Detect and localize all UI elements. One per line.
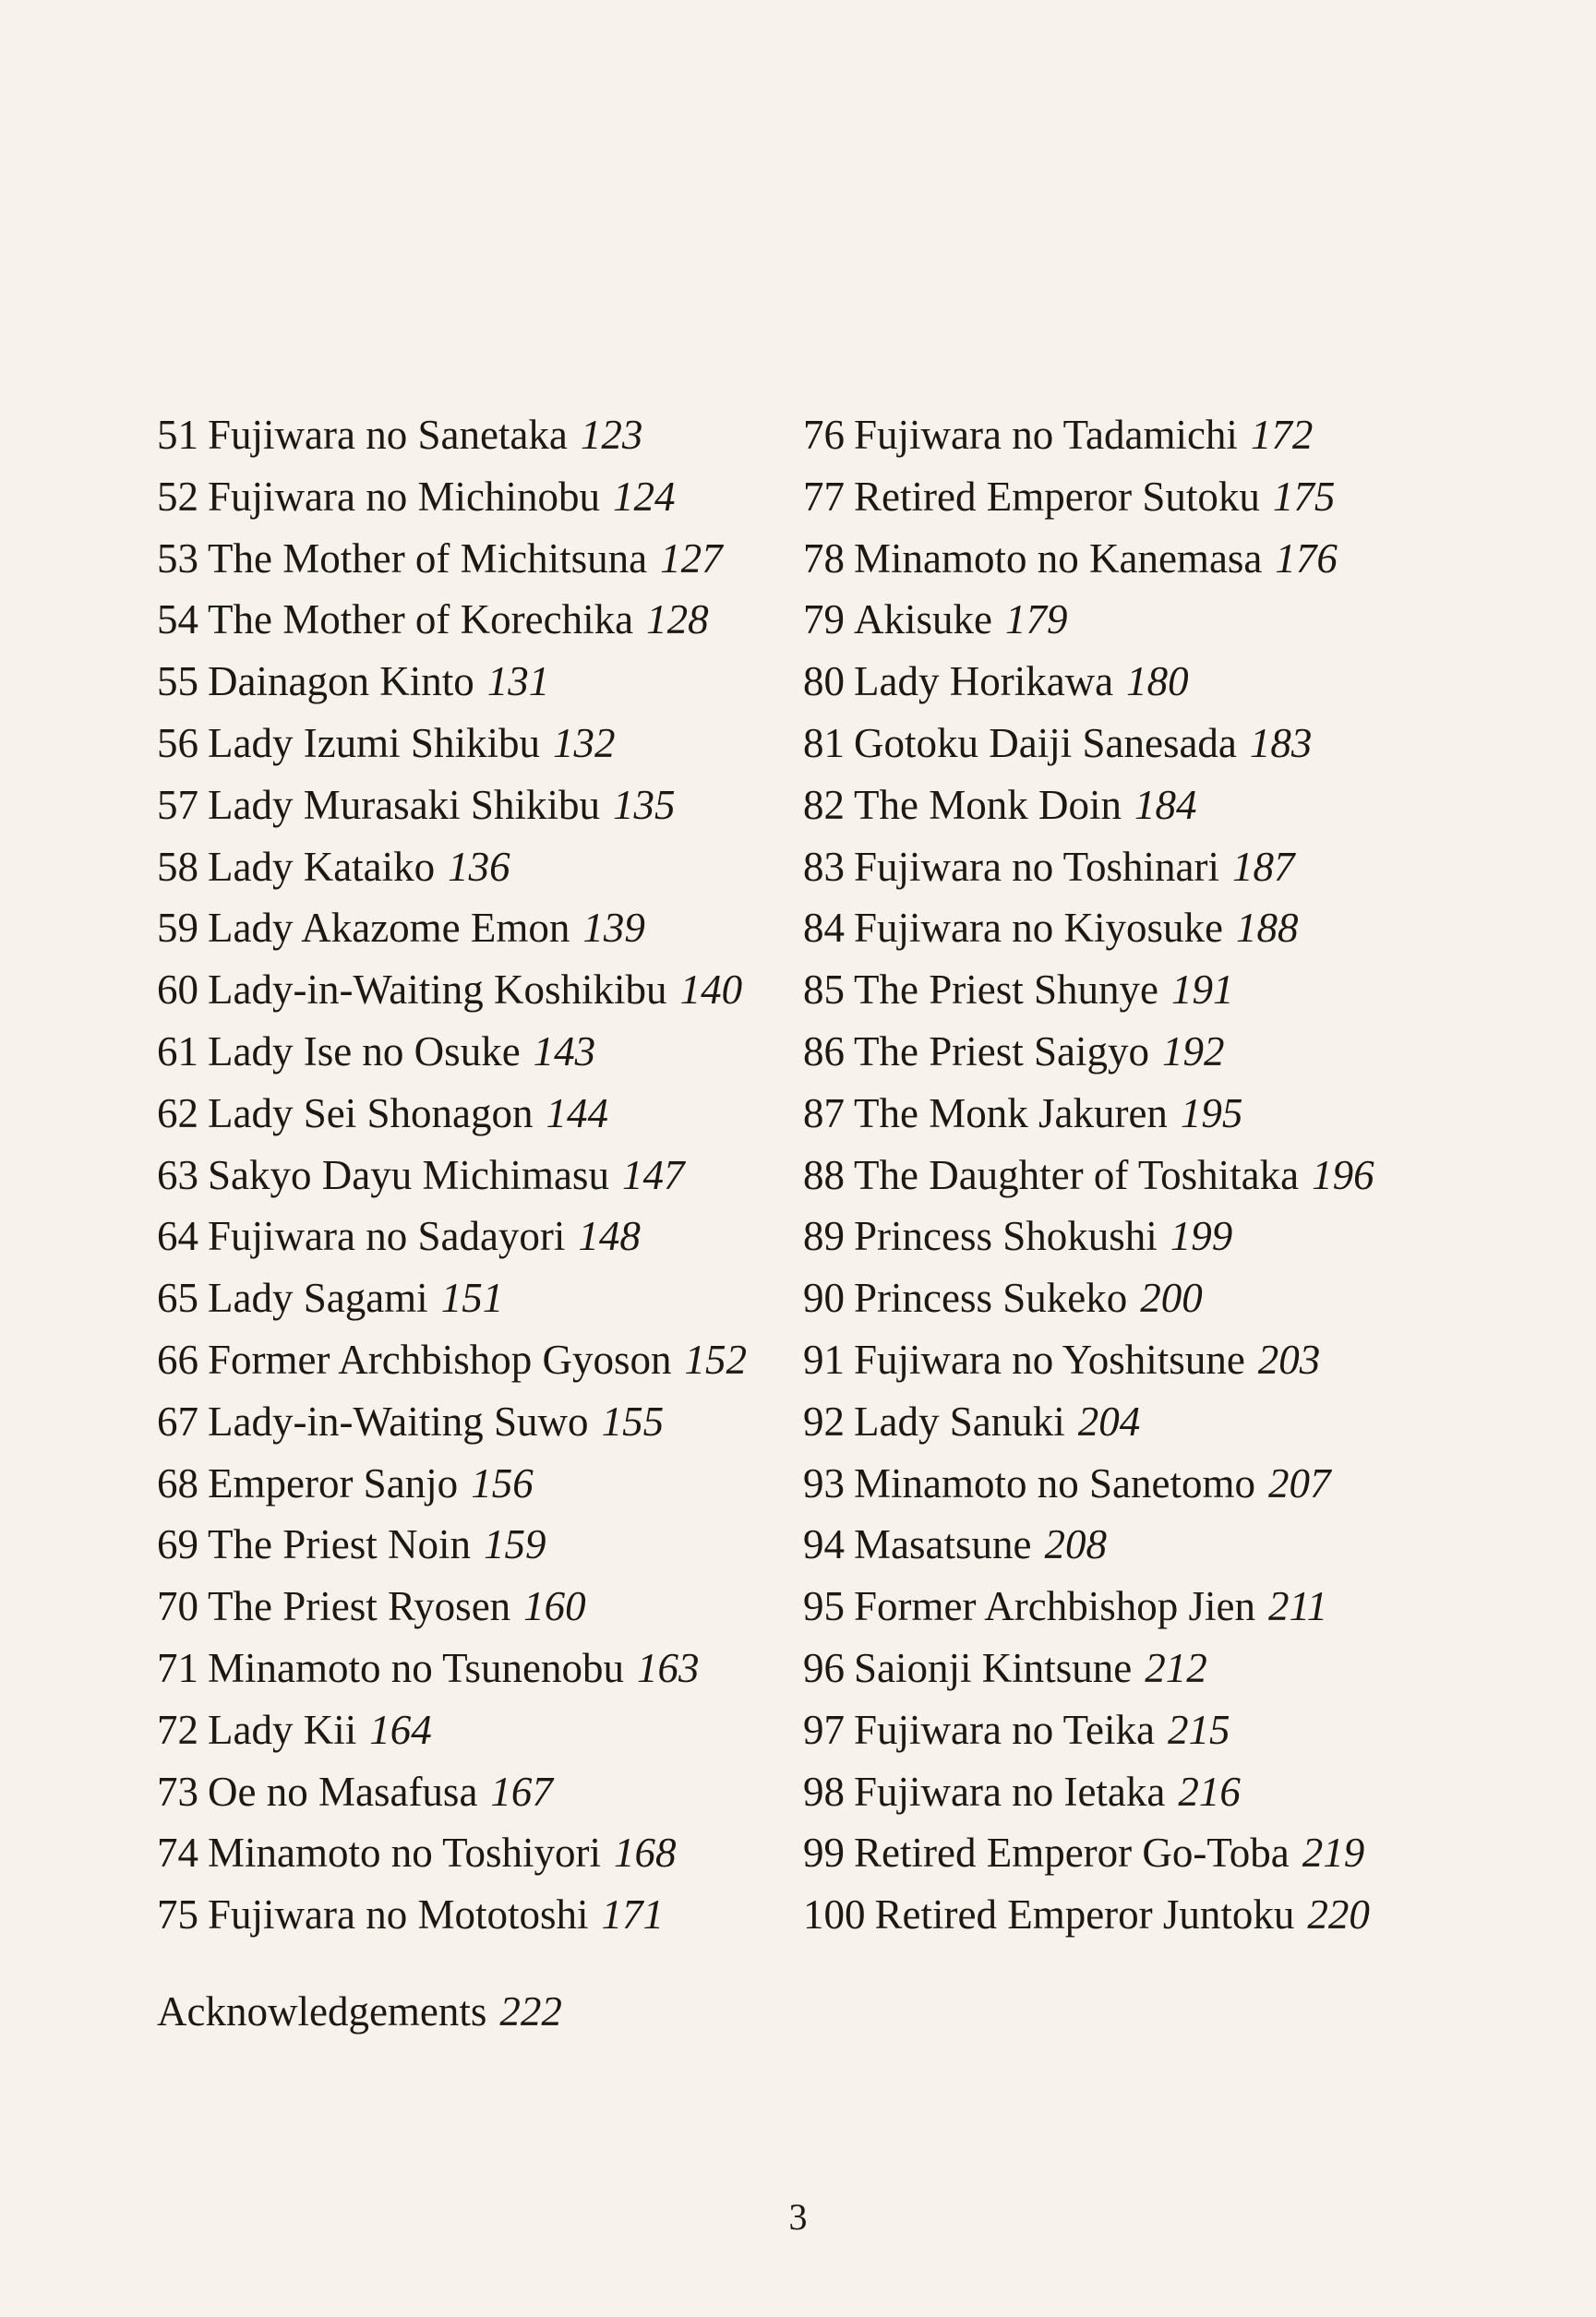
toc-entry-title: The Mother of Korechika	[208, 596, 634, 643]
toc-entry-title: Fujiwara no Yoshitsune	[854, 1336, 1245, 1383]
toc-entry-number: 64	[157, 1213, 198, 1260]
toc-entry-title: Fujiwara no Sanetaka	[208, 412, 568, 458]
toc-entry-title: Oe no Masafusa	[208, 1768, 478, 1815]
toc-entry-number: 67	[157, 1398, 198, 1445]
toc-entry-title: Minamoto no Kanemasa	[854, 534, 1263, 582]
toc-entry-title: Fujiwara no Toshinari	[854, 843, 1219, 890]
page-number: 3	[788, 2196, 808, 2238]
toc-entry-number: 79	[803, 596, 845, 643]
toc-entry	[157, 1329, 747, 1391]
toc-entry-number: 76	[803, 412, 845, 458]
toc-entry	[157, 528, 747, 590]
toc-entry-number: 78	[803, 534, 845, 582]
toc-entry-page: 179	[1005, 596, 1068, 643]
toc-entry-number: 75	[157, 1891, 198, 1939]
toc-entry-number: 59	[157, 905, 198, 952]
toc-entry-page: 184	[1134, 781, 1197, 828]
toc-entry	[803, 466, 1374, 528]
toc-entry	[157, 1267, 747, 1329]
toc-entry-title: Lady Murasaki Shikibu	[208, 781, 600, 828]
toc-entry-page: 195	[1180, 1089, 1243, 1136]
toc-entry-title: Lady Akazome Emon	[208, 905, 570, 952]
toc-entry-title: Fujiwara no Tadamichi	[854, 412, 1238, 458]
toc-entry	[803, 1329, 1374, 1391]
acknowledgements-page: 222	[499, 1988, 562, 2035]
toc-entry-title: The Priest Noin	[208, 1521, 471, 1568]
toc-entry-page: 135	[612, 781, 676, 828]
toc-entry	[803, 1514, 1374, 1576]
toc-entry-number: 89	[803, 1213, 845, 1260]
toc-entry-number: 70	[157, 1583, 198, 1630]
toc-entry-number: 84	[803, 905, 845, 952]
toc-entry-page: 220	[1307, 1891, 1370, 1939]
toc-entry-title: The Priest Saigyo	[854, 1027, 1149, 1074]
toc-entry-title: The Priest Shunye	[854, 966, 1158, 1014]
toc-entry-page: 131	[486, 658, 550, 705]
toc-entry-page: 215	[1167, 1706, 1230, 1753]
toc-entry-title: Lady Kataiko	[208, 843, 436, 890]
toc-entry-page: 155	[601, 1398, 665, 1445]
toc-entry-number: 83	[803, 843, 845, 890]
toc-entry-title: Retired Emperor Go-Toba	[854, 1830, 1290, 1877]
toc-entry-title: Gotoku Daiji Sanesada	[854, 719, 1237, 766]
toc-entry	[157, 404, 747, 466]
toc-entry-title: Emperor Sanjo	[208, 1459, 459, 1507]
toc-entry	[157, 1822, 747, 1884]
toc-entry-title: The Monk Jakuren	[854, 1089, 1168, 1136]
toc-entry-number: 65	[157, 1275, 198, 1322]
toc-entry-page: 123	[580, 412, 643, 458]
toc-entry	[157, 774, 747, 836]
toc-entry	[157, 1453, 747, 1515]
toc-entry-title: Lady Kii	[208, 1706, 357, 1753]
toc-entry-number: 99	[803, 1830, 845, 1877]
toc-entry-number: 58	[157, 843, 198, 890]
toc-entry-page: 207	[1267, 1459, 1331, 1507]
toc-entry-number: 63	[157, 1151, 198, 1198]
toc-entry-page: 199	[1170, 1213, 1233, 1260]
toc-entry-title: Saionji Kintsune	[854, 1644, 1133, 1691]
toc-entry-title: Lady Izumi Shikibu	[208, 719, 540, 766]
toc-entry-number: 77	[803, 473, 845, 520]
toc-entry-number: 51	[157, 412, 198, 458]
toc-entry	[157, 1699, 747, 1761]
toc-entry-number: 69	[157, 1521, 198, 1568]
toc-entry-number: 54	[157, 596, 198, 643]
toc-entry-number: 74	[157, 1830, 198, 1877]
toc-entry	[803, 1822, 1374, 1884]
acknowledgements-entry	[157, 1981, 562, 2042]
toc-entry-page: 204	[1077, 1398, 1141, 1445]
toc-entry-page: 132	[552, 719, 616, 766]
toc-entry-title: Former Archbishop Jien	[854, 1583, 1255, 1630]
toc-entry	[157, 897, 747, 959]
toc-entry	[803, 1206, 1374, 1267]
toc-entry-page: 148	[578, 1213, 641, 1260]
toc-entry-title: Fujiwara no Michinobu	[208, 473, 600, 520]
toc-entry-number: 86	[803, 1027, 845, 1074]
toc-entry-page: 188	[1235, 905, 1299, 952]
toc-entry-title: Lady Sei Shonagon	[208, 1089, 534, 1136]
toc-entry-title: Minamoto no Tsunenobu	[208, 1644, 625, 1691]
toc-entry-title: Retired Emperor Juntoku	[874, 1891, 1295, 1939]
toc-entry	[803, 959, 1374, 1021]
toc-entry-title: Minamoto no Toshiyori	[208, 1830, 602, 1877]
toc-entry-page: 172	[1250, 412, 1314, 458]
toc-entry-page: 151	[440, 1275, 504, 1322]
toc-entry	[803, 713, 1374, 774]
toc-entry-title: Retired Emperor Sutoku	[854, 473, 1260, 520]
toc-entry	[157, 1145, 747, 1207]
toc-entry-title: The Daughter of Toshitaka	[854, 1151, 1300, 1198]
toc-entry-number: 73	[157, 1768, 198, 1815]
toc-entry-title: Lady-in-Waiting Koshikibu	[208, 966, 667, 1014]
toc-entry	[157, 1884, 747, 1946]
toc-entry-number: 94	[803, 1521, 845, 1568]
toc-entry-title: Fujiwara no Kiyosuke	[854, 905, 1223, 952]
toc-entry-number: 91	[803, 1336, 845, 1383]
toc-entry-number: 85	[803, 966, 845, 1014]
toc-entry-title: Fujiwara no Teika	[854, 1706, 1155, 1753]
toc-entry	[803, 1391, 1374, 1453]
toc-entry-title: Lady Sagami	[208, 1275, 428, 1322]
toc-entry-page: 152	[684, 1336, 747, 1383]
toc-entry-number: 62	[157, 1089, 198, 1136]
toc-entry-number: 90	[803, 1275, 845, 1322]
toc-entry-page: 140	[679, 966, 743, 1014]
toc-entry-title: The Monk Doin	[854, 781, 1122, 828]
toc-entry-page: 171	[601, 1891, 664, 1939]
toc-entry	[157, 1576, 747, 1638]
toc-entry-title: Lady Ise no Osuke	[208, 1027, 521, 1074]
toc-entry	[803, 1884, 1374, 1946]
toc-entry	[157, 651, 747, 713]
toc-entry	[157, 1761, 747, 1823]
toc-entry-number: 100	[803, 1891, 866, 1939]
toc-entry	[803, 1453, 1374, 1515]
toc-entry-page: 139	[582, 905, 645, 952]
toc-entry	[803, 1576, 1374, 1638]
toc-entry	[157, 1391, 747, 1453]
toc-entry-title: Fujiwara no Ietaka	[854, 1768, 1166, 1815]
toc-entry-title: Dainagon Kinto	[208, 658, 474, 705]
toc-entry-page: 187	[1231, 843, 1295, 890]
toc-entry-number: 57	[157, 781, 198, 828]
acknowledgements-title: Acknowledgements	[157, 1988, 487, 2035]
toc-entry-title: Lady Sanuki	[854, 1398, 1065, 1445]
toc-entry-page: 164	[369, 1706, 432, 1753]
toc-entry-number: 80	[803, 658, 845, 705]
toc-entry-number: 88	[803, 1151, 845, 1198]
toc-entry-title: Fujiwara no Mototoshi	[208, 1891, 589, 1939]
toc-entry	[803, 836, 1374, 898]
toc-entry	[803, 897, 1374, 959]
toc-entry	[157, 466, 747, 528]
toc-right-column	[803, 404, 1374, 1946]
toc-entry-page: 208	[1044, 1521, 1107, 1568]
toc-entry	[157, 589, 747, 651]
toc-entry	[157, 836, 747, 898]
toc-entry-number: 56	[157, 719, 198, 766]
toc-entry-number: 53	[157, 534, 198, 582]
toc-entry	[803, 1699, 1374, 1761]
toc-entry-title: Lady-in-Waiting Suwo	[208, 1398, 589, 1445]
toc-entry	[803, 1083, 1374, 1145]
toc-entry-page: 200	[1140, 1275, 1203, 1322]
toc-entry-number: 96	[803, 1644, 845, 1691]
toc-entry-page: 124	[612, 473, 676, 520]
toc-entry-title: Sakyo Dayu Michimasu	[208, 1151, 609, 1198]
toc-entry-page: 175	[1272, 473, 1336, 520]
toc-entry-page: 183	[1249, 719, 1313, 766]
toc-entry-title: Masatsune	[854, 1521, 1032, 1568]
toc-entry	[157, 1021, 747, 1083]
toc-entry	[803, 1021, 1374, 1083]
toc-entry-page: 147	[621, 1151, 685, 1198]
toc-entry	[803, 774, 1374, 836]
toc-entry-number: 61	[157, 1027, 198, 1074]
toc-entry-page: 163	[637, 1644, 700, 1691]
toc-entry-number: 87	[803, 1089, 845, 1136]
toc-entry	[803, 651, 1374, 713]
toc-entry-number: 71	[157, 1644, 198, 1691]
toc-entry-page: 144	[546, 1089, 608, 1136]
toc-entry-title: Fujiwara no Sadayori	[208, 1213, 566, 1260]
toc-entry-page: 219	[1302, 1830, 1365, 1877]
toc-entry-number: 95	[803, 1583, 845, 1630]
toc-entry-page: 211	[1267, 1583, 1328, 1630]
toc-entry-page: 212	[1145, 1644, 1207, 1691]
toc-entry-number: 93	[803, 1459, 845, 1507]
toc-entry-title: Princess Shokushi	[854, 1213, 1158, 1260]
toc-entry-number: 82	[803, 781, 845, 828]
toc-entry-page: 168	[614, 1830, 677, 1877]
toc-left-column	[157, 404, 747, 1946]
toc-entry	[157, 1514, 747, 1576]
toc-entry-page: 156	[471, 1459, 534, 1507]
toc-entry-number: 60	[157, 966, 198, 1014]
toc-entry-number: 81	[803, 719, 845, 766]
toc-entry	[803, 1638, 1374, 1699]
toc-entry	[803, 1267, 1374, 1329]
toc-entry-page: 196	[1312, 1151, 1374, 1198]
toc-entry-page: 167	[490, 1768, 553, 1815]
toc-entry	[157, 959, 747, 1021]
toc-entry-page: 159	[483, 1521, 546, 1568]
toc-entry-page: 216	[1178, 1768, 1241, 1815]
toc-entry	[803, 1145, 1374, 1207]
toc-entry-title: The Priest Ryosen	[208, 1583, 511, 1630]
toc-entry-page: 143	[533, 1027, 596, 1074]
toc-entry-number: 52	[157, 473, 198, 520]
toc-entry-number: 68	[157, 1459, 198, 1507]
toc-entry-number: 66	[157, 1336, 198, 1383]
toc-entry-page: 160	[523, 1583, 586, 1630]
toc-entry-page: 191	[1170, 966, 1234, 1014]
toc-entry-page: 192	[1161, 1027, 1225, 1074]
toc-entry	[803, 1761, 1374, 1823]
toc-entry-page: 176	[1275, 534, 1338, 582]
toc-entry-number: 97	[803, 1706, 845, 1753]
toc-entry	[803, 528, 1374, 590]
toc-entry	[157, 1638, 747, 1699]
toc-entry-title: Akisuke	[854, 596, 992, 643]
toc-entry-page: 128	[646, 596, 709, 643]
toc-entry	[157, 713, 747, 774]
toc-entry-title: Princess Sukeko	[854, 1275, 1128, 1322]
toc-entry-page: 203	[1257, 1336, 1321, 1383]
toc-entry-page: 127	[660, 534, 723, 582]
toc-entry-page: 136	[448, 843, 510, 890]
toc-entry	[803, 589, 1374, 651]
toc-entry-page: 180	[1126, 658, 1189, 705]
toc-entry-title: Former Archbishop Gyoson	[208, 1336, 672, 1383]
toc-entry-number: 55	[157, 658, 198, 705]
toc-entry	[157, 1206, 747, 1267]
toc-entry-number: 72	[157, 1706, 198, 1753]
toc-entry-title: The Mother of Michitsuna	[208, 534, 648, 582]
toc-entry	[157, 1083, 747, 1145]
toc-entry-number: 98	[803, 1768, 845, 1815]
toc-entry-title: Minamoto no Sanetomo	[854, 1459, 1255, 1507]
toc-entry	[803, 404, 1374, 466]
toc-entry-number: 92	[803, 1398, 845, 1445]
toc-entry-title: Lady Horikawa	[854, 658, 1114, 705]
